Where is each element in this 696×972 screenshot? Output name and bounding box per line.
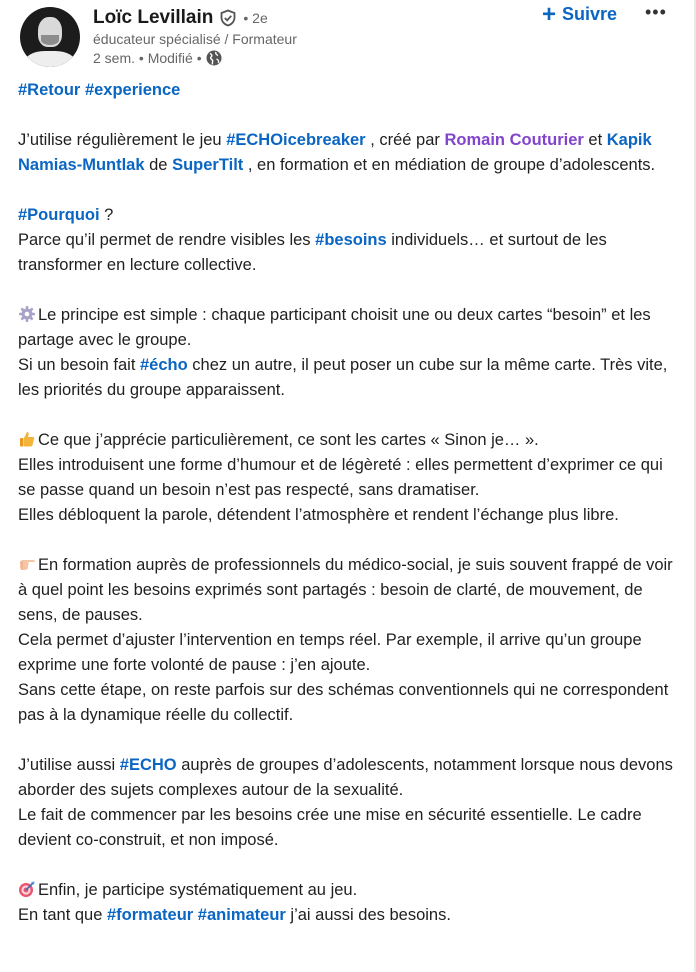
- mention-supertilt[interactable]: SuperTilt: [172, 156, 244, 174]
- why-paragraph: Parce qu’il permet de rendre visibles les #besoins individuels… et surtout de les transformer en lecture collective.: [18, 231, 607, 274]
- intro-paragraph: J’utilise régulièrement le jeu #ECHOicebreaker , créé par Romain Couturier et Kapik Namias-Muntlak de SuperTilt , en formation et en médiation de groupe d’adolescents.: [18, 131, 656, 174]
- avatar[interactable]: [20, 7, 80, 67]
- globe-icon: [206, 50, 222, 66]
- shield-check-icon: [219, 9, 237, 27]
- training-paragraph: En formation auprès de professionnels du médico-social, je suis souvent frappé de voir à quel point les besoins exprimés sont partagés : besoin de clarté, de mouvement, de sens, de pauses.: [18, 556, 673, 624]
- author-name-row: [93, 6, 268, 30]
- post-time: 2 sem. • Modifié •: [93, 50, 202, 66]
- finally-paragraph: Enfin, je participe systématiquement au jeu.: [18, 878, 678, 903]
- post-body: #Retour #experience J’utilise régulièrement le jeu #ECHOicebreaker , créé par Romain Couturier et Kapik Namias-Muntlak de SuperTilt , en formation et en médiation de groupe d’adolescents. #Pourquoi ? Parce qu’il permet de rendre visibles les #besoins individuels… et surtout de les transformer en lecture collective. Le principe est simple : chaque participant choisit une ou deux cartes “besoin” et les partage avec le groupe. Si un besoin fait #écho chez un autre, il peut poser un cube sur la même carte. Très vite, les priorités du groupe apparaissent. Ce que j’apprécie particulièrement, ce sont les cartes « Sinon je… ». Elles introduisent une forme d’humour et de légèreté : elles permettent d’exprimer ce qui se passe quand un besoin n’est pas respecté, sans dramatiser. Elles débloquent la parole, détendent l’atmosphère et rendent l’échange plus libre. En formation auprès de professionnels du médico-social, je suis souvent frappé de voir à quel point les besoins exprimés sont partagés : besoin de clarté, de mouvement, de sens, de pauses. Cela permet d’ajuster l’intervention en temps réel. Par exemple, il arrive qu’un groupe exprime une forte volonté de pause : j’en ajoute. Sans cette étape, on reste parfois sur des schémas conventionnels qui ne correspondent pas à la dynamique réelle du collectif. J’utilise aussi #ECHO auprès de groupes d’adolescents, notamment lorsque nous devons aborder des sujets complexes autour de la sexualité. Le fait de commencer par les besoins crée une mise en sécurité essentielle. Le cadre devient co-construit, et non imposé. Enfin, je participe systématiquement au jeu. En tant que #formateur #animateur j’ai aussi des besoins.: [18, 78, 678, 928]
- appreciate-paragraph: Ce que j’apprécie particulièrement, ce sont les cartes « Sinon je… ».: [18, 428, 678, 453]
- hashtag-retour[interactable]: #Retour: [18, 81, 81, 99]
- mention-romain-couturier[interactable]: Romain Couturier: [444, 131, 584, 149]
- hashtag-besoins[interactable]: #besoins: [315, 231, 387, 249]
- hashtag-echoicebreaker[interactable]: #ECHOicebreaker: [226, 131, 366, 149]
- hashtags-line: [18, 78, 678, 103]
- principle-paragraph: Le principe est simple : chaque participant choisit une ou deux cartes “besoin” et les partage avec le groupe.: [18, 306, 651, 349]
- post-header: [0, 0, 694, 75]
- hashtag-echo[interactable]: #ECHO: [119, 756, 177, 774]
- connection-degree: • 2e: [243, 10, 268, 26]
- teens-paragraph: J’utilise aussi #ECHO auprès de groupes d’adolescents, notamment lorsque nous devons aborder des sujets complexes autour de la sexualité.: [18, 756, 673, 799]
- mention-kapik-namias-muntlak[interactable]: Kapik Namias-Muntlak: [18, 131, 652, 174]
- hashtag-formateur[interactable]: #formateur: [107, 906, 194, 924]
- hashtag-experience[interactable]: #experience: [84, 81, 181, 99]
- hashtag-echo-lower[interactable]: #écho: [140, 356, 188, 374]
- gear-emoji-icon: [18, 305, 36, 323]
- thumbs-up-emoji-icon: [18, 430, 36, 448]
- target-emoji-icon: [18, 880, 36, 898]
- hashtag-pourquoi[interactable]: #Pourquoi: [18, 206, 100, 224]
- author-name[interactable]: Loïc Levillain: [93, 7, 214, 28]
- plus-icon: +: [542, 0, 557, 28]
- more-options-button[interactable]: •••: [645, 2, 667, 22]
- why-heading: #Pourquoi ?: [18, 206, 114, 224]
- follow-label: Suivre: [562, 4, 618, 24]
- follow-button[interactable]: [542, 0, 618, 28]
- pointing-hand-emoji-icon: [18, 555, 36, 573]
- author-headline: éducateur spécialisé / Formateur: [93, 31, 297, 47]
- post-meta: [93, 50, 222, 66]
- hashtag-animateur[interactable]: #animateur: [197, 906, 286, 924]
